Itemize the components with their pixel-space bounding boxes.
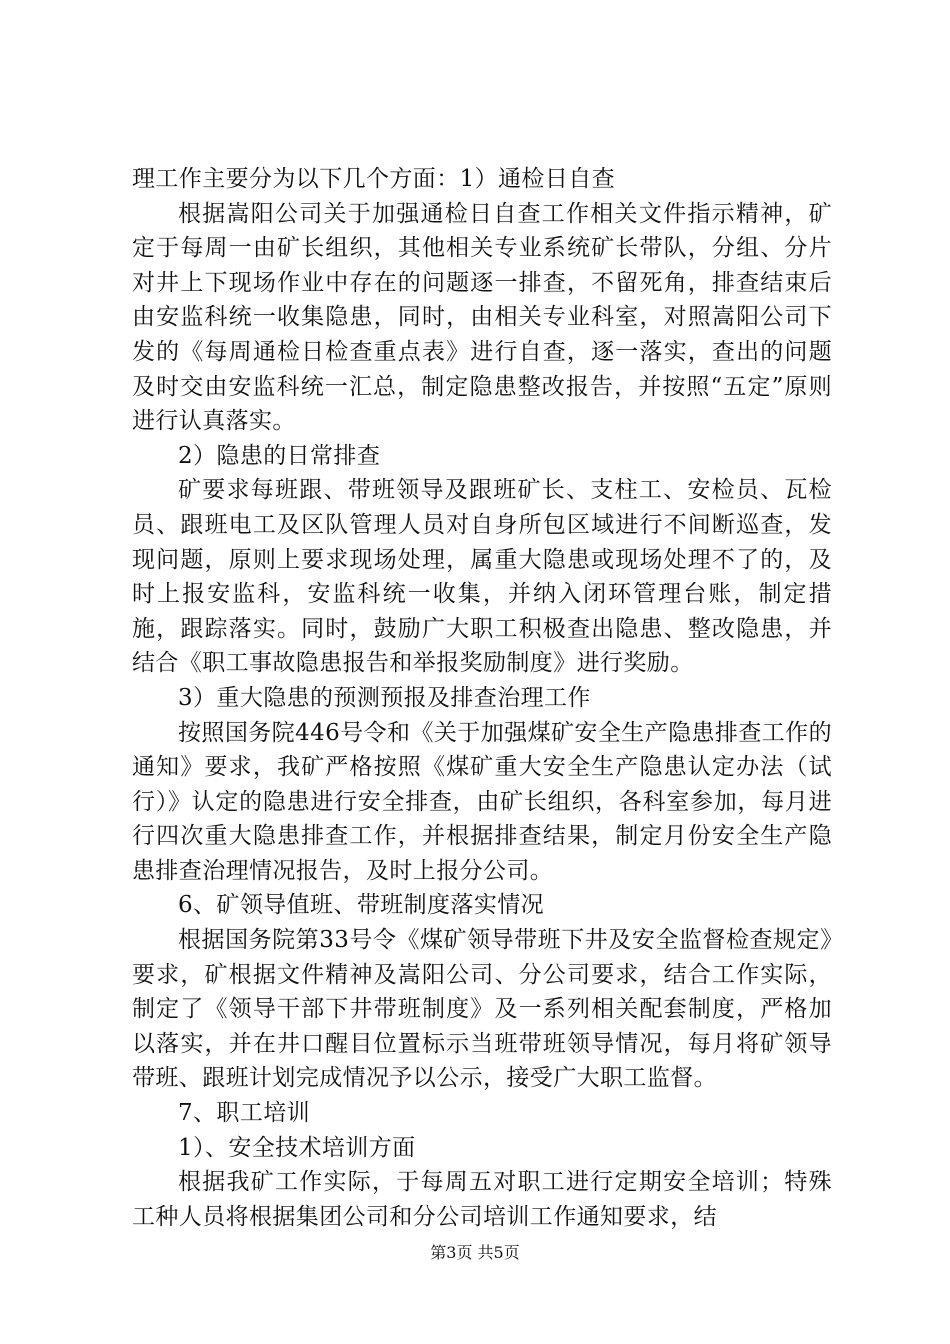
paragraph-11: 根据我矿工作实际，于每周五对职工进行定期安全培训；特殊工种人员将根据集团公司和分公司培训工作通知要求，结 <box>132 1169 832 1230</box>
document-body <box>132 162 832 1234</box>
paragraph-7-heading: 6、矿领导值班、带班制度落实情况 <box>178 892 545 919</box>
paragraph-1: 理工作主要分为以下几个方面：1）通检日自查 <box>132 166 616 192</box>
paragraph-10-heading: 1）、安全技术培训方面 <box>178 1134 416 1161</box>
paragraph-2: 根据嵩阳公司关于加强通检日自查工作相关文件指示精神，矿定于每周一由矿长组织，其他相关专业系统矿长带队，分组、分片对井上下现场作业中存在的问题逐一排查，不留死角，排查结束后由安监科统一收集隐患，同时，由相关专业科室，对照嵩阳公司下发的《每周通检日检查重点表》进行自查，逐一落实，查出的问题及时交由安监科统一汇总，制定隐患整改报告，并按照“五定”原则进行认真落实。 <box>132 200 832 435</box>
paragraph-3-heading: 2）隐患的日常排查 <box>178 442 381 469</box>
paragraph-6: 按照国务院446号令和《关于加强煤矿安全生产隐患排查工作的通知》要求，我矿严格按照《煤矿重大安全生产隐患认定办法（试行）》认定的隐患进行安全排查，由矿长组织，各科室参加，每月进行四次重大隐患排查工作，并根据排查结果，制定月份安全生产隐患排查治理情况报告，及时上报分公司。 <box>132 719 832 884</box>
page-number-footer: 第3页 共5页 <box>430 1243 520 1262</box>
paragraph-8: 根据国务院第33号令《煤矿领导带班下井及安全监督检查规定》要求，矿根据文件精神及嵩阳公司、分公司要求，结合工作实际，制定了《领导干部下井带班制度》及一系列相关配套制度，严格加以落实，并在井口醒目位置标示当班带班领导情况，每月将矿领导带班、跟班计划完成情况予以公示，接受广大职工监督。 <box>132 927 832 1092</box>
paragraph-5-heading: 3）重大隐患的预测预报及排查治理工作 <box>178 684 591 711</box>
paragraph-4: 矿要求每班跟、带班领导及跟班矿长、支柱工、安检员、瓦检员、跟班电工及区队管理人员对自身所包区域进行不间断巡查，发现问题，原则上要求现场处理，属重大隐患或现场处理不了的，及时上报安监科，安监科统一收集，并纳入闭环管理台账，制定措施，跟踪落实。同时，鼓励广大职工积极查出隐患、整改隐患，并结合《职工事故隐患报告和举报奖励制度》进行奖励。 <box>132 477 832 677</box>
paragraph-9-heading: 7、职工培训 <box>178 1100 311 1127</box>
